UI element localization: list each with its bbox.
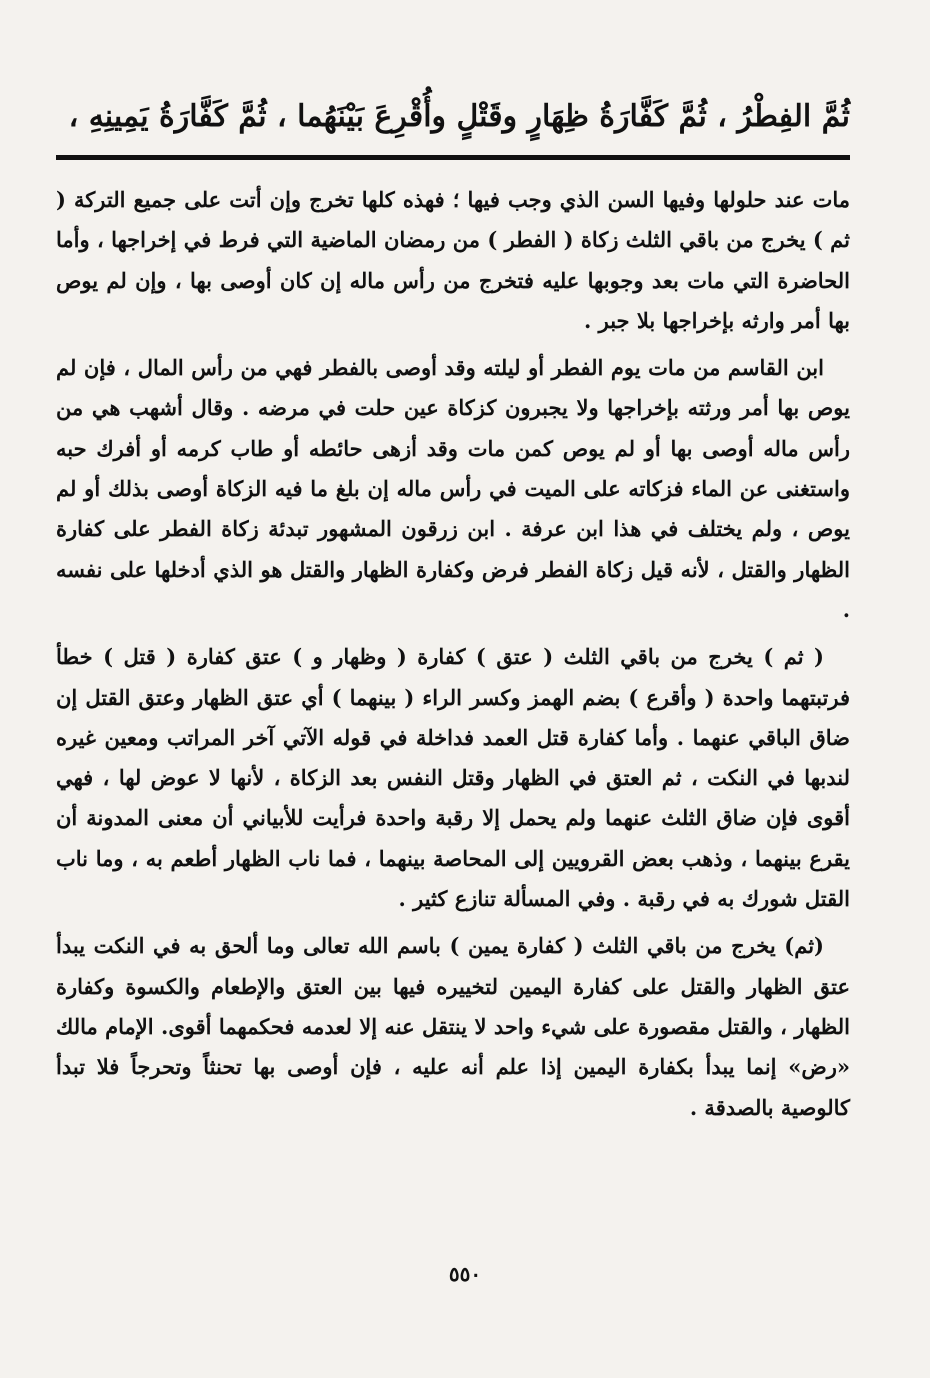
paragraph: ابن القاسم من مات يوم الفطر أو ليلته وقد أوصى بالفطر فهي من رأس المال ، فإن لم يوص بها أمر ورثته بإخراجها ولا يجبرون كزكاة عين حلت في مرضه . وقال أشهب هي من رأس ماله أوصى بها أو لم يوص كمن مات وقد أزهى حائطه أو طاب كرمه أو أفرك حبه واستغنى عن الماء فزكاته على الميت في رأس ماله إن بلغ ما فيه الزكاة أوصى بذلك أو لم يوص ، ولم يختلف في هذا ابن عرفة . ابن زرقون المشهور تبدئة زكاة الفطر على كفارة الظهار والقتل ، لأنه قيل زكاة الفطر فرض وكفارة الظهار والقتل هو الذي أدخلها على نفسه . [56, 355, 850, 622]
paragraph: ( ثم ) يخرج من باقي الثلث ( عتق ) كفارة ( وظهار و ) عتق كفارة ( قتل ) خطأ فرتبتهما واحدة ( وأقرع ) بضم الهمز وكسر الراء ( بينهما ) أي عتق الظهار وعتق القتل إن ضاق الباقي عنهما . وأما كفارة قتل العمد فداخلة في قوله الآتي آخر المراتب ومعين غيره لندبها في النكت ، ثم العتق في الظهار وقتل النفس بعد الزكاة ، لأنها لا عوض لها ، فهي أقوى فإن ضاق الثلث عنهما ولم يحمل إلا رقبة واحدة فرأيت للأبياني أن معنى المدونة أن يقرع بينهما ، وذهب بعض القرويين إلى المحاصة بينهما ، فما ناب الظهار أطعم به ، وما ناب القتل شورك به في رقبة . وفي المسألة تنازع كثير . [56, 644, 850, 912]
paragraph: مات عند حلولها وفيها السن الذي وجب فيها ؛ فهذه كلها تخرج وإن أتت على جميع التركة ( ثم ) يخرج من باقي الثلث زكاة ( الفطر ) من رمضان الماضية التي فرط في إخراجها ، وأما الحاضرة التي مات بعد وجوبها عليه فتخرج من رأس ماله إن كان أوصى بها ، وإن لم يوص بها أمر وارثه بإخراجها بلا جبر . [56, 187, 850, 333]
paragraph: (ثم) يخرج من باقي الثلث ( كفارة يمين ) باسم الله تعالى وما ألحق به في النكت يبدأ عتق الظهار والقتل على كفارة اليمين لتخييره فيها بين العتق والإطعام والكسوة وكفارة الظهار ، والقتل مقصورة على شيء واحد لا ينتقل عنه إلا لعدمه فحكمهما أقوى. الإمام مالك «رض» إنما يبدأ بكفارة اليمين إذا علم أنه عليه ، فإن أوصى بها تحنثاً وتحرجاً فلا تبدأ كالوصية بالصدقة . [56, 933, 850, 1120]
page-number: ٥٥٠ [448, 1262, 482, 1286]
page-header: ثُمَّ الفِطْرُ ، ثُمَّ كَفَّارَةُ ظِهَارٍ وقَتْلٍ وأُقْرِعَ بَيْنَهُما ، ثُمَّ كَفَّارَةُ يَمِينِهِ ، [68, 99, 850, 134]
body-text [56, 180, 850, 1135]
header-rule [56, 155, 850, 160]
